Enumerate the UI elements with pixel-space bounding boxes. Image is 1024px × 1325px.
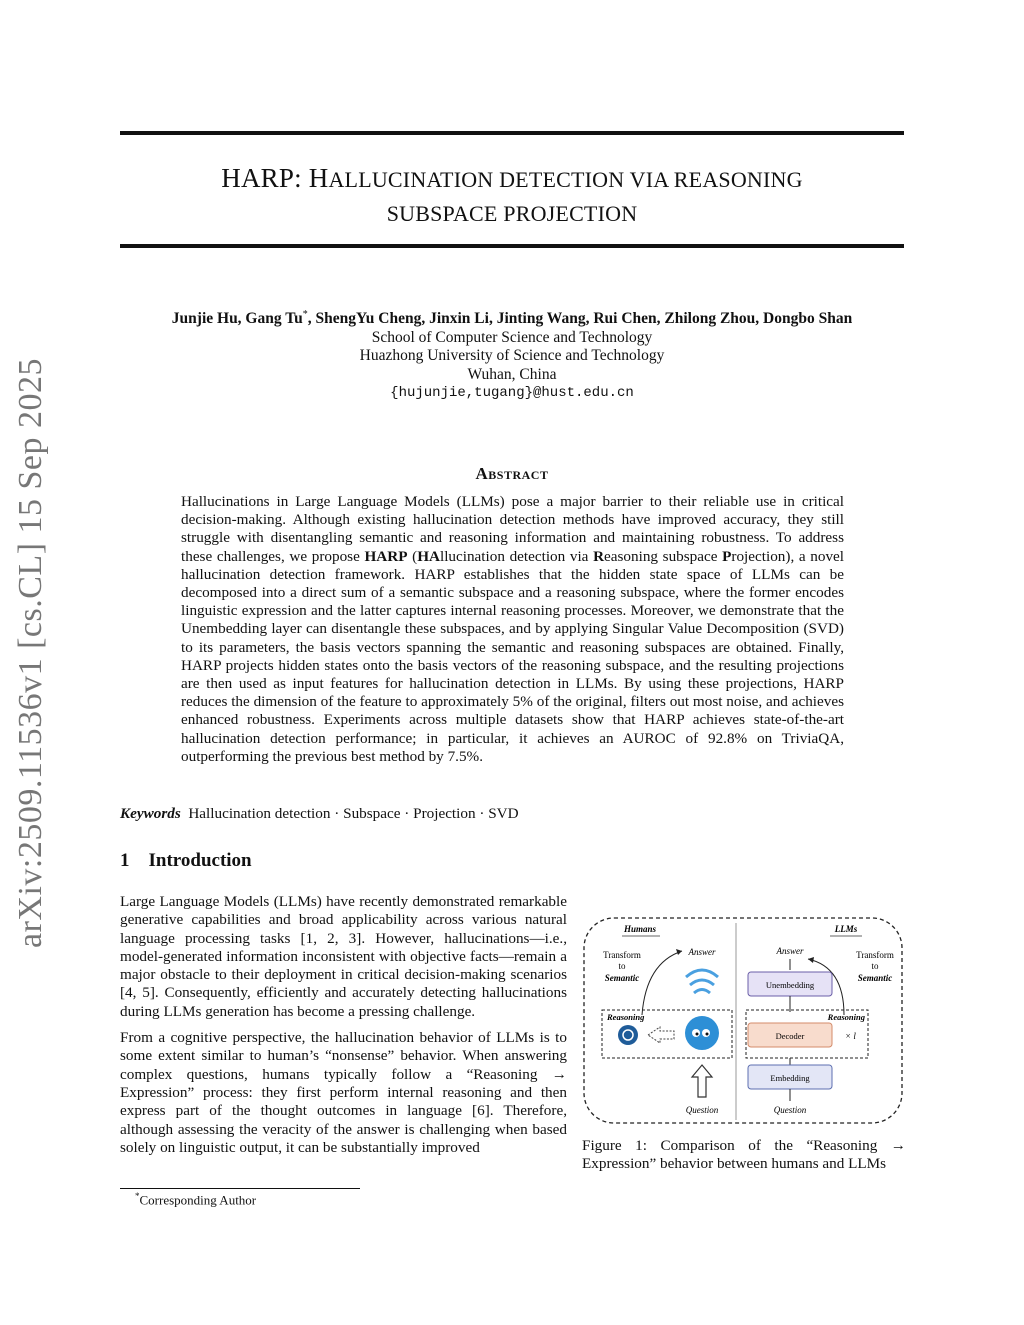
- hollow-arrow-icon: [648, 1027, 674, 1043]
- intro-paragraph-1: Large Language Models (LLMs) have recently demonstrated remarkable generative capabilities and broad applicability across various natural language processing tasks [1, 2, 3]. However, hallucinations—i.e., model-generated information inconsistent with objective facts—remain a major obstacle to their deployment in critical decision-making scenarios [4, 5]. Consequently, efficiently and accurately detecting hallucinations during LLMs generation has become a pressing challenge.: [120, 893, 567, 1020]
- author-email: {hujunjie,tugang}@hust.edu.cn: [390, 385, 634, 402]
- figure-1-caption: Figure 1: Comparison of the “Reasoning → Expression” behavior between humans and LLMs: [582, 1137, 906, 1173]
- embedding-label: Embedding: [770, 1073, 810, 1083]
- humans-reasoning-label: Reasoning: [607, 1012, 645, 1022]
- abstract-text: Hallucinations in Large Language Models (LLMs) pose a major barrier to their reliable use in critical decision-making. Although existing hallucination detection methods have improved accuracy, they still struggle with disentangling semantic and reasoning information and maintaining robustness. To address these challenges, we propose HARP (HAllucination detection via Reasoning subspace Projection), a novel hallucination detection framework. HARP establishes that the hidden state space of LLMs can be decomposed into a direct sum of a semantic subspace and a reasoning subspace, where the former encodes linguistic expression and the latter captures internal reasoning processes. Moreover, we demonstrate that the Unembedding layer can disentangle these subspaces, and by applying Singular Value Decomposition (SVD) to its parameters, the basis vectors spanning the semantic and reasoning subspaces are obtained. Finally, HARP projects hidden states onto the basis vectors of the reasoning subspace, and the resulting projections are then used as input features for hallucination detection in LLMs. By using these projections, HARP reduces the dimension of the feature to approximately 5% of the original, filters out most noise, and achieves enhanced robustness. Experiments across multiple datasets show that HARP achieves state-of-the-art hallucination detection performance; in particular, it achieves an AUROC of 92.8% on TriviaQA, outperforming the previous best method by 7.5%.: [181, 493, 845, 765]
- human-pupil-left: [696, 1033, 699, 1036]
- llms-answer: Answer: [776, 946, 804, 956]
- author-names: Junjie Hu, Gang Tu*, ShengYu Cheng, Jinxin Li, Jinting Wang, Rui Chen, Zhilong Zhou, Dongbo Shan: [171, 309, 853, 328]
- title-bottom-rule: [120, 244, 904, 248]
- author-department: School of Computer Science and Technology: [371, 328, 653, 346]
- title-line-2: SUBSPACE PROJECTION: [386, 201, 638, 226]
- decoder-repeat: × l: [845, 1031, 856, 1041]
- humans-transform: Transform: [603, 950, 641, 960]
- llms-semantic: Semantic: [857, 973, 893, 983]
- author-city: Wuhan, China: [467, 365, 557, 383]
- humans-label: Humans: [623, 924, 657, 934]
- llms-transform: Transform: [856, 950, 894, 960]
- brain-gear-icon: [618, 1025, 638, 1045]
- footnote-rule: [120, 1188, 360, 1189]
- arxiv-side-label: arXiv:2509.11536v1 [cs.CL] 15 Sep 2025: [12, 357, 49, 948]
- unembedding-label: Unembedding: [765, 980, 815, 990]
- keywords-line: [120, 805, 519, 823]
- keywords-text: Hallucination detection · Subspace · Projection · SVD: [188, 805, 519, 822]
- llms-reasoning-label: Reasoning: [827, 1012, 865, 1022]
- keywords-label: Keywords: [120, 805, 181, 822]
- llms-label: LLMs: [834, 924, 858, 934]
- decoder-label: Decoder: [775, 1031, 805, 1041]
- humans-semantic: Semantic: [604, 973, 640, 983]
- footnote: *Corresponding Author: [135, 1191, 257, 1208]
- speech-wave-icon-2: [690, 980, 714, 985]
- title-top-rule: [120, 131, 904, 135]
- llms-question: Question: [773, 1105, 807, 1115]
- llms-to: to: [871, 961, 879, 971]
- llms-arrowhead: [808, 957, 814, 963]
- humans-up-arrow-icon: [692, 1065, 712, 1097]
- humans-transform-arrow: [642, 951, 682, 1015]
- speech-wave-icon-3: [694, 990, 710, 994]
- author-block: [100, 306, 924, 403]
- humans-arrowhead: [676, 949, 682, 955]
- section-heading: 1 Introduction: [120, 850, 252, 871]
- author-university: Huazhong University of Science and Technology: [359, 347, 665, 365]
- humans-question: Question: [685, 1105, 719, 1115]
- paper-title: [120, 161, 904, 231]
- figure-1: [582, 915, 906, 1127]
- humans-to: to: [618, 961, 626, 971]
- human-pupil-right: [706, 1033, 709, 1036]
- abstract-heading: Abstract: [475, 464, 549, 483]
- intro-body: [120, 893, 567, 1157]
- humans-answer: Answer: [688, 947, 716, 957]
- speech-wave-icon: [686, 970, 718, 977]
- intro-paragraph-2: From a cognitive perspective, the hallucination behavior of LLMs is to some extent similar to human’s “nonsense” behavior. When answering complex questions, humans typically follow a “Reasoning → Expression” process: they first perform internal reasoning and then express part of the thought outcomes in language [6]. Therefore, although assessing the veracity of the answer is challenging when based solely on linguistic output, it can be substantially improved: [120, 1029, 567, 1156]
- title-line-1: HARP: HALLUCINATION DETECTION VIA REASONING: [221, 163, 803, 193]
